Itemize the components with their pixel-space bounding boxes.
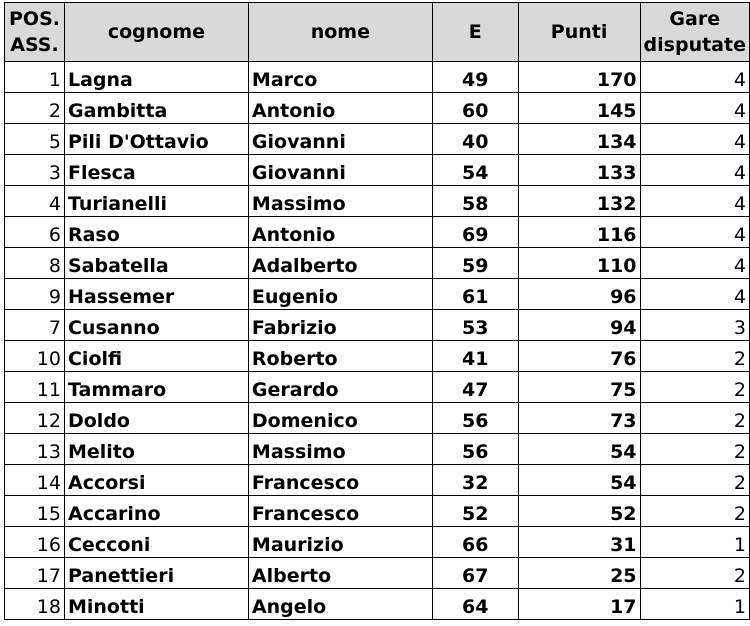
punti-cell: 52 (518, 496, 640, 527)
punti-cell: 145 (518, 93, 640, 124)
nome-cell: Francesco (248, 496, 432, 527)
cognome-cell: Panettieri (64, 558, 248, 589)
gare-cell: 4 (640, 62, 749, 93)
position-cell: 7 (5, 310, 65, 341)
punti-cell: 76 (518, 341, 640, 372)
punti-cell: 96 (518, 279, 640, 310)
cognome-cell: Turianelli (64, 186, 248, 217)
cognome-cell: Cusanno (64, 310, 248, 341)
e-cell: 59 (432, 248, 518, 279)
gare-cell: 4 (640, 124, 749, 155)
gare-cell: 4 (640, 217, 749, 248)
gare-cell: 2 (640, 465, 749, 496)
table-row (5, 558, 750, 589)
position-cell: 2 (5, 93, 65, 124)
punti-cell: 133 (518, 155, 640, 186)
gare-cell: 4 (640, 155, 749, 186)
table-row (5, 527, 750, 558)
cognome-cell: Gambitta (64, 93, 248, 124)
position-cell: 4 (5, 186, 65, 217)
nome-cell: Giovanni (248, 124, 432, 155)
punti-cell: 94 (518, 310, 640, 341)
table-row (5, 62, 750, 93)
position-cell: 8 (5, 248, 65, 279)
position-cell: 14 (5, 465, 65, 496)
punti-cell: 54 (518, 465, 640, 496)
cognome-cell: Raso (64, 217, 248, 248)
punti-cell: 75 (518, 372, 640, 403)
header-punti: Punti (518, 3, 640, 62)
position-cell: 3 (5, 155, 65, 186)
header-e: E (432, 3, 518, 62)
e-cell: 53 (432, 310, 518, 341)
e-cell: 64 (432, 589, 518, 620)
cognome-cell: Minotti (64, 589, 248, 620)
cognome-cell: Melito (64, 434, 248, 465)
table-row (5, 434, 750, 465)
cognome-cell: Cecconi (64, 527, 248, 558)
header-pos-line2: ASS. (10, 34, 59, 56)
gare-cell: 4 (640, 93, 749, 124)
nome-cell: Eugenio (248, 279, 432, 310)
cognome-cell: Accorsi (64, 465, 248, 496)
gare-cell: 1 (640, 527, 749, 558)
gare-cell: 2 (640, 434, 749, 465)
gare-cell: 2 (640, 558, 749, 589)
table-row (5, 217, 750, 248)
e-cell: 69 (432, 217, 518, 248)
e-cell: 49 (432, 62, 518, 93)
punti-cell: 54 (518, 434, 640, 465)
table-row (5, 341, 750, 372)
table-body (5, 62, 750, 620)
cognome-cell: Flesca (64, 155, 248, 186)
cognome-cell: Pili D'Ottavio (64, 124, 248, 155)
standings-table (4, 2, 750, 620)
table-row (5, 465, 750, 496)
position-cell: 6 (5, 217, 65, 248)
punti-cell: 110 (518, 248, 640, 279)
nome-cell: Antonio (248, 217, 432, 248)
e-cell: 41 (432, 341, 518, 372)
table-row (5, 589, 750, 620)
header-gare-line1: Gare (669, 8, 721, 30)
table-row (5, 279, 750, 310)
punti-cell: 116 (518, 217, 640, 248)
position-cell: 9 (5, 279, 65, 310)
gare-cell: 4 (640, 248, 749, 279)
table-row (5, 93, 750, 124)
nome-cell: Francesco (248, 465, 432, 496)
cognome-cell: Tammaro (64, 372, 248, 403)
nome-cell: Fabrizio (248, 310, 432, 341)
e-cell: 60 (432, 93, 518, 124)
position-cell: 11 (5, 372, 65, 403)
e-cell: 67 (432, 558, 518, 589)
punti-cell: 17 (518, 589, 640, 620)
table-row (5, 372, 750, 403)
gare-cell: 2 (640, 403, 749, 434)
table-row (5, 310, 750, 341)
nome-cell: Massimo (248, 434, 432, 465)
nome-cell: Antonio (248, 93, 432, 124)
header-pos-line1: POS. (9, 8, 60, 30)
position-cell: 12 (5, 403, 65, 434)
nome-cell: Giovanni (248, 155, 432, 186)
position-cell: 15 (5, 496, 65, 527)
table-row (5, 155, 750, 186)
e-cell: 47 (432, 372, 518, 403)
position-cell: 1 (5, 62, 65, 93)
cognome-cell: Accarino (64, 496, 248, 527)
position-cell: 18 (5, 589, 65, 620)
gare-cell: 3 (640, 310, 749, 341)
punti-cell: 31 (518, 527, 640, 558)
position-cell: 17 (5, 558, 65, 589)
nome-cell: Domenico (248, 403, 432, 434)
nome-cell: Angelo (248, 589, 432, 620)
e-cell: 54 (432, 155, 518, 186)
gare-cell: 4 (640, 279, 749, 310)
standings-table-container (4, 2, 750, 620)
cognome-cell: Sabatella (64, 248, 248, 279)
header-cognome: cognome (64, 3, 248, 62)
e-cell: 56 (432, 434, 518, 465)
gare-cell: 2 (640, 341, 749, 372)
table-row (5, 248, 750, 279)
e-cell: 52 (432, 496, 518, 527)
position-cell: 5 (5, 124, 65, 155)
e-cell: 40 (432, 124, 518, 155)
nome-cell: Adalberto (248, 248, 432, 279)
nome-cell: Roberto (248, 341, 432, 372)
cognome-cell: Ciolfi (64, 341, 248, 372)
e-cell: 66 (432, 527, 518, 558)
punti-cell: 134 (518, 124, 640, 155)
cognome-cell: Hassemer (64, 279, 248, 310)
punti-cell: 132 (518, 186, 640, 217)
punti-cell: 25 (518, 558, 640, 589)
gare-cell: 1 (640, 589, 749, 620)
table-row (5, 496, 750, 527)
table-row (5, 186, 750, 217)
cognome-cell: Doldo (64, 403, 248, 434)
header-gare (640, 3, 749, 62)
punti-cell: 73 (518, 403, 640, 434)
nome-cell: Maurizio (248, 527, 432, 558)
e-cell: 32 (432, 465, 518, 496)
header-gare-line2: disputate (643, 34, 746, 56)
gare-cell: 4 (640, 186, 749, 217)
e-cell: 58 (432, 186, 518, 217)
nome-cell: Alberto (248, 558, 432, 589)
header-row (5, 3, 750, 62)
e-cell: 56 (432, 403, 518, 434)
table-row (5, 403, 750, 434)
table-row (5, 124, 750, 155)
header-nome: nome (248, 3, 432, 62)
position-cell: 10 (5, 341, 65, 372)
nome-cell: Gerardo (248, 372, 432, 403)
punti-cell: 170 (518, 62, 640, 93)
gare-cell: 2 (640, 372, 749, 403)
nome-cell: Marco (248, 62, 432, 93)
cognome-cell: Lagna (64, 62, 248, 93)
position-cell: 13 (5, 434, 65, 465)
nome-cell: Massimo (248, 186, 432, 217)
position-cell: 16 (5, 527, 65, 558)
header-pos (5, 3, 65, 62)
gare-cell: 2 (640, 496, 749, 527)
e-cell: 61 (432, 279, 518, 310)
